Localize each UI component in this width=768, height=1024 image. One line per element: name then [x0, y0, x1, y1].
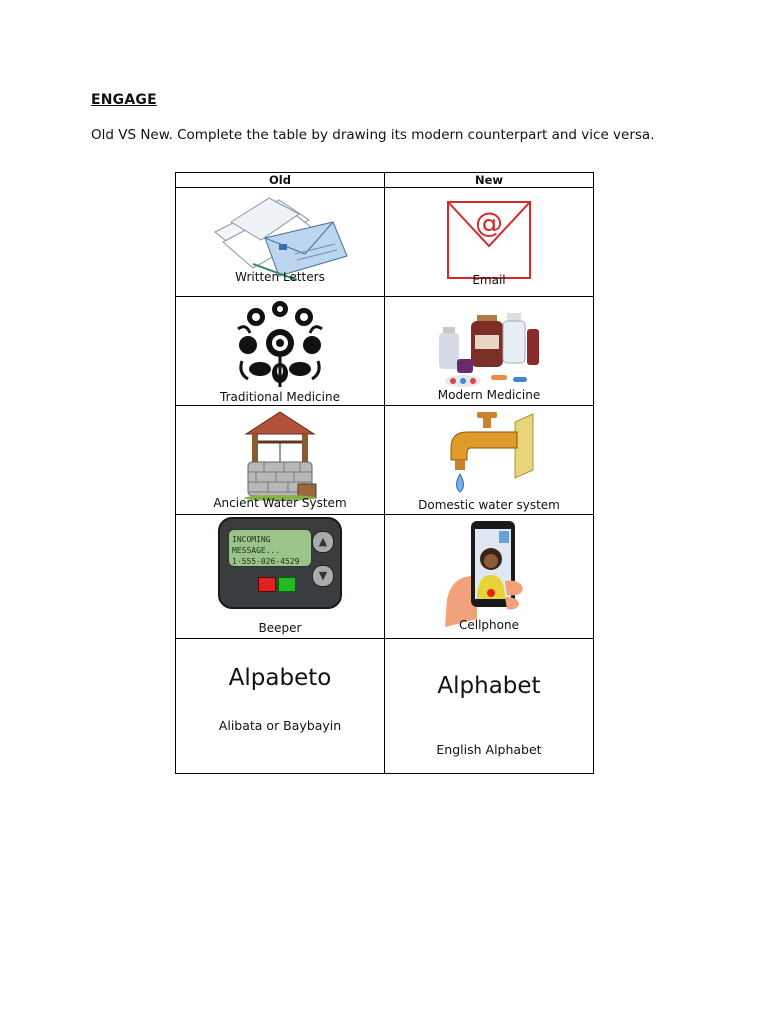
cell-new	[385, 188, 594, 297]
caption-old: Alibata or Baybayin	[218, 718, 342, 733]
table-header-row	[176, 173, 594, 188]
cell-old	[176, 406, 385, 515]
caption-old: Traditional Medicine	[220, 390, 340, 404]
section-heading: ENGAGE	[91, 92, 157, 108]
medicine-bottles-icon	[433, 299, 545, 391]
cell-old	[176, 515, 385, 639]
chevron-down-icon: ▼	[312, 565, 334, 587]
beeper-green-button	[278, 577, 296, 592]
alpabeto-title: Alpabeto	[228, 665, 332, 691]
alphabet-title: Alphabet	[437, 673, 541, 699]
table-row	[176, 515, 594, 639]
caption-new: Cellphone	[459, 618, 519, 632]
cell-old	[176, 188, 385, 297]
chevron-up-icon: ▲	[312, 531, 334, 553]
cellphone-icon	[441, 519, 537, 627]
cell-new	[385, 406, 594, 515]
table-row	[176, 188, 594, 297]
beeper-red-button	[258, 577, 276, 592]
beeper-icon	[218, 517, 342, 609]
svg-text:@: @	[475, 206, 503, 239]
table-row	[176, 297, 594, 406]
beeper-screen-line2: 1-555-026-4529	[232, 557, 300, 566]
water-faucet-icon	[441, 408, 537, 500]
herbal-plant-icon	[234, 299, 326, 389]
caption-new: Domestic water system	[418, 498, 560, 512]
cell-old	[176, 297, 385, 406]
header-old: Old	[176, 173, 385, 188]
beeper-screen-line1: INCOMING MESSAGE...	[232, 535, 281, 555]
email-envelope-icon	[446, 200, 532, 280]
caption-new: English Alphabet	[436, 742, 542, 757]
cell-old	[176, 639, 385, 774]
cell-new	[385, 515, 594, 639]
header-new: New	[385, 173, 594, 188]
cell-new	[385, 639, 594, 774]
water-well-icon	[240, 410, 320, 502]
caption-new: Modern Medicine	[437, 388, 541, 402]
caption-old: Ancient Water System	[213, 496, 347, 510]
instructions-text: Old VS New. Complete the table by drawing its modern counterpart and vice versa.	[91, 127, 655, 143]
table-row	[176, 639, 594, 774]
cell-new	[385, 297, 594, 406]
caption-old: Beeper	[258, 621, 302, 635]
caption-new: Email	[472, 273, 506, 287]
table-row	[176, 406, 594, 515]
comparison-table	[175, 172, 594, 774]
caption-old: Written Letters	[235, 270, 325, 284]
